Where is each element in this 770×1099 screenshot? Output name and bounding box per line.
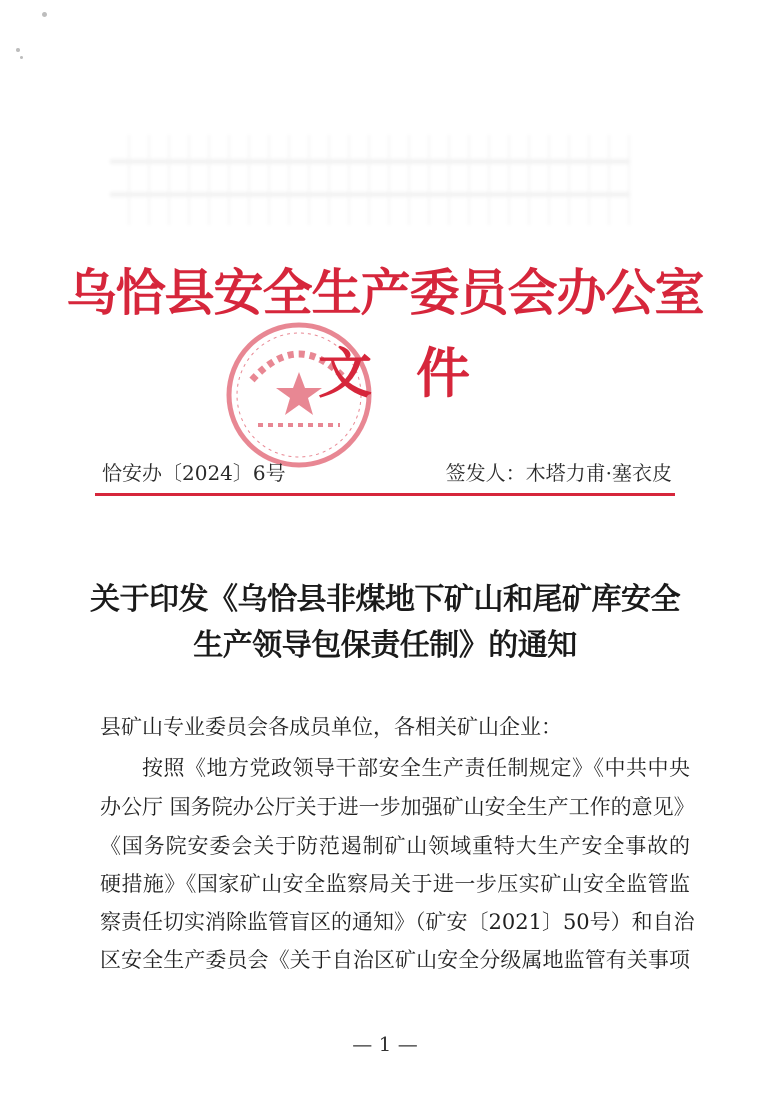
page-number: — 1 — xyxy=(352,1032,418,1056)
issuing-org-title: 乌恰县安全生产委员会办公室 xyxy=(66,263,704,322)
scan-speck xyxy=(20,56,23,59)
document-number: 恰安办〔2024〕6号 xyxy=(102,461,286,485)
body-line: 《国务院安委会关于防范遏制矿山领域重特大生产安全事故的 xyxy=(100,834,690,858)
body-line: 区安全生产委员会《关于自治区矿山安全分级属地监管有关事项 xyxy=(100,948,690,972)
notice-title-line-1: 关于印发《乌恰县非煤地下矿山和尾矿库安全 xyxy=(90,582,680,617)
document-word: 文件 xyxy=(318,341,514,405)
signer-name: 木塔力甫·塞衣皮 xyxy=(525,461,672,485)
signer xyxy=(446,458,672,488)
body-line: 察责任切实消除监管盲区的通知》（矿安〔2021〕50号）和自治 xyxy=(100,910,695,934)
scan-speck xyxy=(16,48,20,52)
body-line: 硬措施》《国家矿山安全监察局关于进一步压实矿山安全监管监 xyxy=(100,872,690,896)
signer-label: 签发人： xyxy=(445,461,526,485)
scan-show-through xyxy=(110,135,630,225)
salutation: 县矿山专业委员会各成员单位，各相关矿山企业： xyxy=(100,715,562,739)
body-line: 按照《地方党政领导干部安全生产责任制规定》《中共中央 xyxy=(142,756,690,780)
notice-title-line-2: 生产领导包保责任制》的通知 xyxy=(193,628,577,663)
body-line: 办公厅 国务院办公厅关于进一步加强矿山安全生产工作的意见》 xyxy=(100,795,695,819)
red-divider xyxy=(95,493,675,496)
scan-speck xyxy=(42,12,47,17)
